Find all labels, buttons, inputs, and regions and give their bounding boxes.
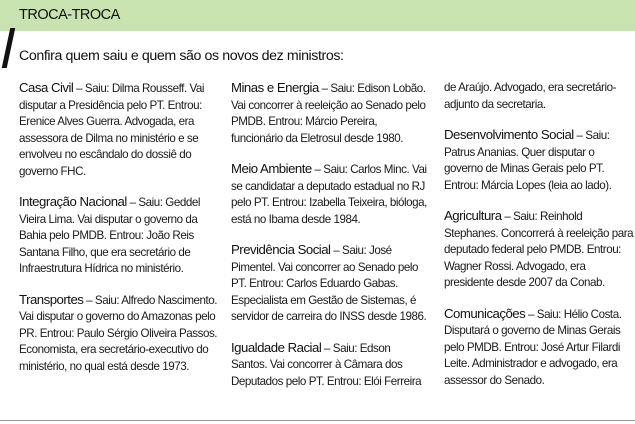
- entry-text: Saiu: José Pimentel. Vai concorrer ao Senado pelo PT. Entrou: Carlos Eduardo Gabas. Especialista em Gestão de Sistemas, é servidor de carreira do INSS desde 1986.: [231, 244, 427, 323]
- entry-text: Saiu: Hélio Costa. Disputará o governo de Minas Gerais pelo PMDB. Entrou: José Artur Filardi Leite. Administrador e advogado, era assessor do Senado.: [444, 307, 622, 387]
- slash-decoration: [2, 28, 16, 68]
- entry-casa-civil: Casa Civil – Saiu: Dilma Rousseff. Vai disputar a Presidência pelo PT. Entrou: Erenice Alves Guerra. Advogada, era assessora de Dilma no ministério e se envolveu no escândalo do dossiê do governo FHC.: [19, 80, 205, 178]
- entry-comunicacoes: Comunicações – Saiu: Hélio Costa. Disputará o governo de Minas Gerais pelo PMDB. Entrou: José Artur Filardi Leite. Administrador e advogado, era assessor do Senado.: [444, 305, 622, 387]
- entry-text: Saiu: Geddel Vieira Lima. Vai disputar o governo da Bahia pelo PMDB. Entrou: João Reis Santana Filho, que era secretário de Infraestrutura Hídrica no ministério.: [19, 196, 200, 275]
- entry-title: Meio Ambiente: [231, 161, 312, 176]
- entry-text: Saiu: Alfredo Nascimento. Vai disputar o governo do Amazonas pelo PR. Entrou: Paulo Sérgio Oliveira Passos. Economista, era secretário-executivo do ministério, no qual está desde 1973.: [19, 293, 218, 373]
- column-1: [19, 80, 218, 389]
- section-title: TROCA-TROCA: [19, 7, 120, 23]
- entry-previdencia-social: Previdência Social – Saiu: José Pimentel. Vai concorrer ao Senado pelo PT. Entrou: Carlos Eduardo Gabas. Especialista em Gestão de Sistemas, é servidor de carreira do INSS desde 1986.: [231, 242, 427, 323]
- entry-text: Saiu: Carlos Minc. Vai se candidatar a deputado estadual no RJ pelo PT. Entrou: Izabella Teixeira, bióloga, está no Ibama desde 1984.: [231, 163, 427, 226]
- intro-text: Confira quem saiu e quem são os novos dez ministros:: [19, 48, 344, 64]
- entry-text: Saiu: Reinhold Stephanes. Concorrerá à reeleição para deputado federal pelo PMDB. Entrou: Wagner Rossi. Advogado, era presidente desde 2007 da Conab.: [444, 210, 634, 289]
- entry-integracao-nacional: Integração Nacional – Saiu: Geddel Vieira Lima. Vai disputar o governo da Bahia pelo PMDB. Entrou: João Reis Santana Filho, que era secretário de Infraestrutura Hídrica no ministério.: [19, 194, 200, 275]
- bottom-divider: [0, 420, 635, 421]
- entry-text: de Araújo. Advogado, era secretário-adjunto da secretaria.: [444, 81, 616, 111]
- entry-title: Transportes: [19, 291, 84, 307]
- entry-title: Casa Civil: [19, 80, 74, 95]
- entry-text: Saiu: Edson Santos. Vai concorrer à Câmara dos Deputados pelo PT. Entrou: Elói Ferreira: [231, 341, 422, 388]
- entry-continuation: [444, 80, 634, 113]
- entry-title: Minas e Energia: [231, 80, 319, 95]
- column-3: [444, 80, 634, 403]
- entry-title: Integração Nacional: [19, 194, 127, 209]
- entry-meio-ambiente: Meio Ambiente – Saiu: Carlos Minc. Vai se candidatar a deputado estadual no RJ pelo PT. Entrou: Izabella Teixeira, bióloga, está no Ibama desde 1984.: [231, 161, 427, 226]
- entry-title: Comunicações: [444, 305, 526, 321]
- entry-minas-energia: Minas e Energia – Saiu: Edison Lobão. Vai concorrer à reeleição ao Senado pelo PMDB. Entrou: Márcio Pereira, funcionário da Eletrosul desde 1980.: [231, 80, 426, 145]
- entry-agricultura: Agricultura – Saiu: Reinhold Stephanes. Concorrerá à reeleição para deputado federal pelo PMDB. Entrou: Wagner Rossi. Advogado, era presidente desde 2007 da Conab.: [444, 208, 634, 289]
- section-header: [0, 0, 635, 31]
- entry-title: Desenvolvimento Social: [444, 127, 574, 142]
- entry-text: Saiu: Edison Lobão. Vai concorrer à reeleição ao Senado pelo PMDB. Entrou: Márcio Pereira, funcionário da Eletrosul desde 1980.: [231, 82, 426, 145]
- entry-transportes: Transportes – Saiu: Alfredo Nascimento. Vai disputar o governo do Amazonas pelo PR. Entrou: Paulo Sérgio Oliveira Passos. Economista, era secretário-executivo do ministério, no qual está desde 1973.: [19, 291, 218, 373]
- entry-desenvolvimento-social: Desenvolvimento Social – Saiu: Patrus Ananias. Quer disputar o governo de Minas Gerais pelo PT. Entrou: Márcia Lopes (leia ao lado).: [444, 127, 612, 192]
- entry-title: Igualdade Racial: [231, 339, 322, 355]
- entry-title: Agricultura: [444, 208, 502, 223]
- column-2: [231, 80, 429, 404]
- entry-title: Previdência Social: [231, 242, 331, 257]
- entry-text: Saiu: Patrus Ananias. Quer disputar o governo de Minas Gerais pelo PT. Entrou: Márcia Lopes (leia ao lado).: [444, 129, 612, 192]
- entry-igualdade-racial: Igualdade Racial – Saiu: Edson Santos. Vai concorrer à Câmara dos Deputados pelo PT. Entrou: Elói Ferreira: [231, 339, 422, 388]
- entry-text: Saiu: Dilma Rousseff. Vai disputar a Presidência pelo PT. Entrou: Erenice Alves Guerra. Advogada, era assessora de Dilma no ministério e se envolveu no escândalo do dossiê do governo FHC.: [19, 82, 205, 178]
